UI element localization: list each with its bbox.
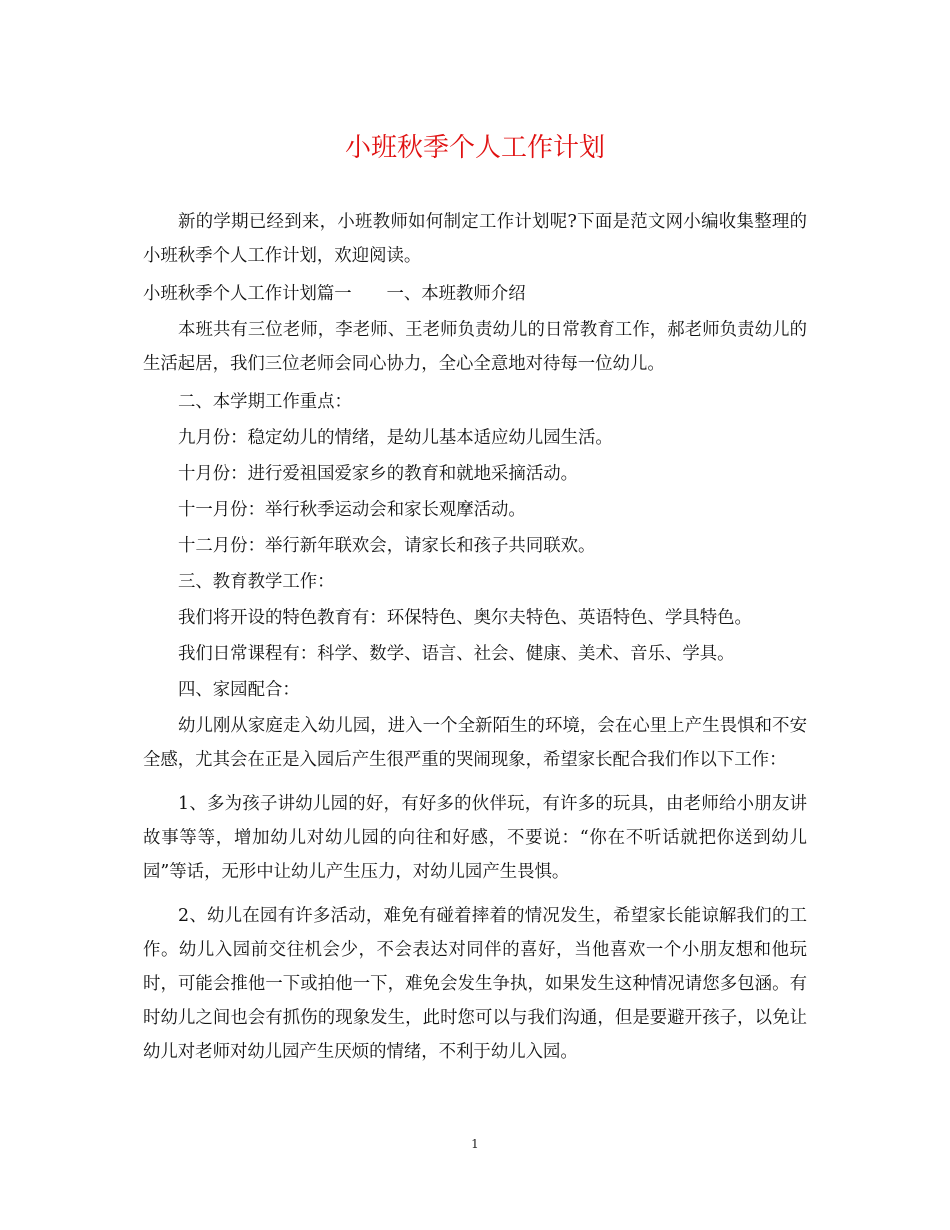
page-number: 1 [471,1137,479,1151]
document-body [143,205,807,1069]
home-school-paragraph: 幼儿刚从家庭走入幼儿园，进入一个全新陌生的环境，会在心里上产生畏惧和不安全感，尤其会在正是入园后产生很严重的哭闹现象，希望家长配合我们作以下工作： [143,716,807,770]
section-heading-teacher-intro: 小班秋季个人工作计划篇一 一、本班教师介绍 [143,284,526,304]
teacher-intro-paragraph: 本班共有三位老师，李老师、王老师负责幼儿的日常教育工作，郝老师负责幼儿的生活起居，我们三位老师会同心协力，全心全意地对待每一位幼儿。 [143,320,807,374]
list-item-december: 十二月份：举行新年联欢会，请家长和孩子共同联欢。 [178,536,596,556]
section-heading-teaching: 三、教育教学工作： [178,572,335,592]
list-item-november: 十一月份：举行秋季运动会和家长观摩活动。 [178,500,526,520]
list-item-october: 十月份：进行爱祖国爱家乡的教育和就地采摘活动。 [178,464,578,484]
special-education-paragraph: 我们将开设的特色教育有：环保特色、奥尔夫特色、英语特色、学具特色。 [178,608,752,628]
list-item-september: 九月份：稳定幼儿的情绪，是幼儿基本适应幼儿园生活。 [178,428,613,448]
section-heading-focus: 二、本学期工作重点： [178,392,352,412]
document-title: 小班秋季个人工作计划 [344,133,605,163]
intro-paragraph: 新的学期已经到来，小班教师如何制定工作计划呢?下面是范文网小编收集整理的小班秋季个人工作计划，欢迎阅读。 [143,212,807,266]
section-heading-home-school: 四、家园配合： [178,680,300,700]
point-two-paragraph: 2、幼儿在园有许多活动，难免有碰着摔着的情况发生，希望家长能谅解我们的工作。幼儿入园前交往机会少，不会表达对同伴的喜好，当他喜欢一个小朋友想和他玩时，可能会推他一下或拍他一下，难免会发生争执，如果发生这种情况请您多包涵。有时幼儿之间也会有抓伤的现象发生，此时您可以与我们沟通，但是要避开孩子，以免让幼儿对老师对幼儿园产生厌烦的情绪，不利于幼儿入园。 [143,906,807,1062]
daily-courses-paragraph: 我们日常课程有：科学、数学、语言、社会、健康、美术、音乐、学具。 [178,644,735,664]
point-one-paragraph: 1、多为孩子讲幼儿园的好，有好多的伙伴玩，有许多的玩具，由老师给小朋友讲故事等等，增加幼儿对幼儿园的向往和好感，不要说：“你在不听话就把你送到幼儿园”等话，无形中让幼儿产生压力，对幼儿园产生畏惧。 [143,794,807,882]
